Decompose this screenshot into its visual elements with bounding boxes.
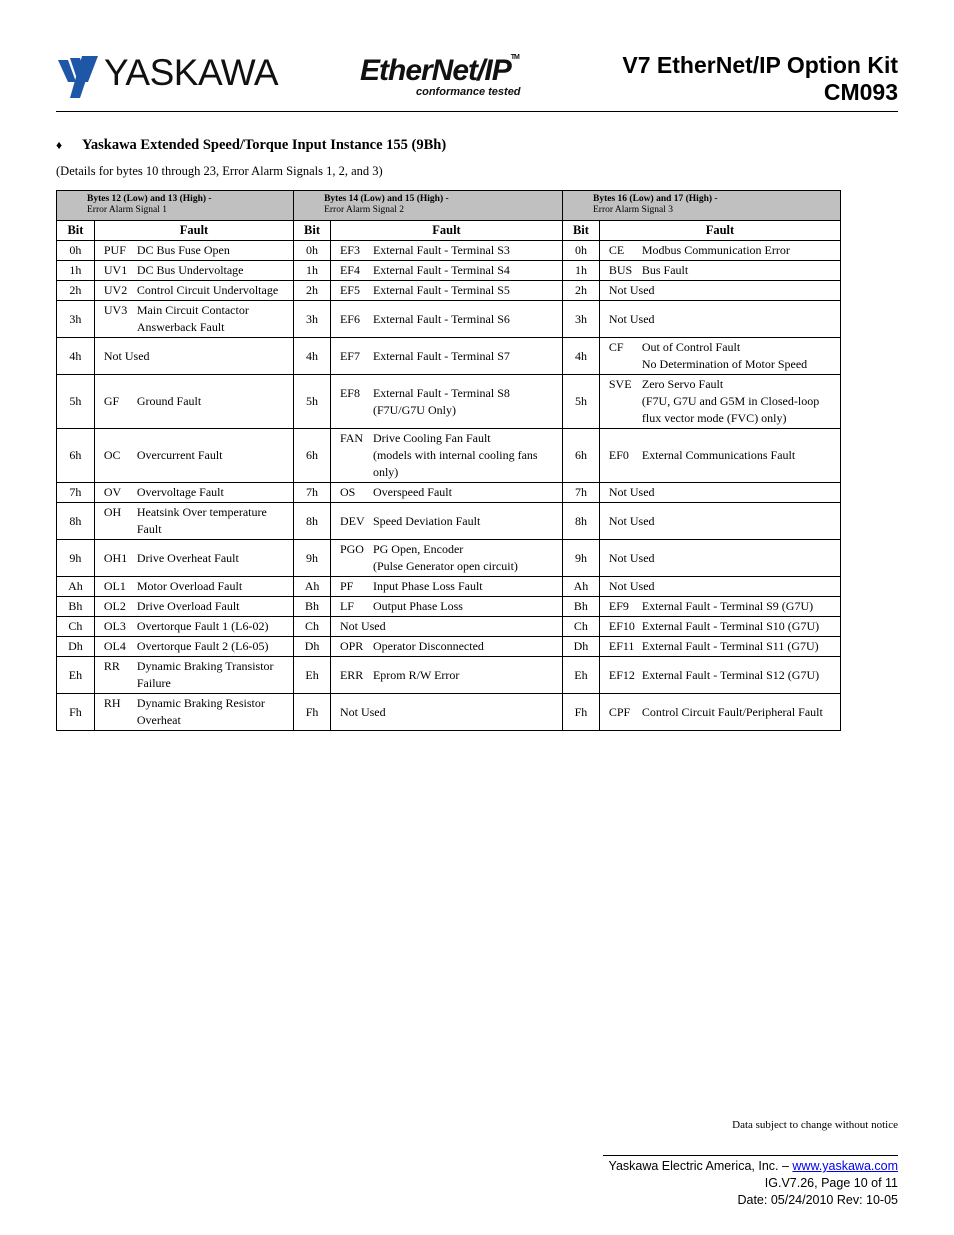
bit-cell: 3h <box>57 301 95 338</box>
fault-description <box>373 311 510 328</box>
bit-cell: 8h <box>563 503 600 540</box>
fault-cell <box>599 540 840 577</box>
fault-description-line: Not Used <box>608 579 655 593</box>
table-row <box>57 261 841 281</box>
fault-cell <box>599 375 840 429</box>
fault-cell <box>94 617 293 637</box>
fault-description-line: PG Open, Encoder <box>372 542 464 556</box>
fault-description <box>642 339 807 373</box>
fault-description <box>609 578 655 595</box>
fault-cell <box>599 338 840 375</box>
fault-description-line: External Fault - Terminal S3 <box>372 243 510 257</box>
fault-cell <box>94 503 293 540</box>
bit-cell: 2h <box>57 281 95 301</box>
bit-cell: 0h <box>294 241 331 261</box>
bit-cell: 8h <box>294 503 331 540</box>
column-header-fault: Fault <box>94 221 293 241</box>
fault-description-line: Overtorque Fault 1 (L6-02) <box>136 619 269 633</box>
fault-cell <box>94 338 293 375</box>
table-row <box>57 301 841 338</box>
table-row <box>57 617 841 637</box>
document-title-line1: V7 EtherNet/IP Option Kit <box>622 52 898 78</box>
bit-cell: Ch <box>57 617 95 637</box>
company-name: Yaskawa Electric America, Inc. – <box>608 1159 793 1173</box>
fault-cell <box>330 540 562 577</box>
fault-description-line: External Fault - Terminal S6 <box>372 311 510 326</box>
bit-cell: Dh <box>563 637 600 657</box>
bit-cell: 6h <box>294 429 331 483</box>
fault-cell <box>599 694 840 731</box>
diamond-bullet-icon: ♦ <box>56 138 63 152</box>
fault-code: EF0 <box>608 448 629 462</box>
fault-table-body <box>57 241 841 731</box>
fault-code: EF8 <box>339 385 360 400</box>
bit-cell: Bh <box>294 597 331 617</box>
fault-cell <box>599 637 840 657</box>
fault-code: UV2 <box>103 283 128 297</box>
fault-cell <box>330 241 562 261</box>
fault-description <box>104 348 150 365</box>
fault-cell <box>94 301 293 338</box>
fault-code: RH <box>103 696 121 710</box>
fault-description-line: Motor Overload Fault <box>136 579 243 593</box>
fault-table <box>56 190 841 731</box>
doc-date-revision: Date: 05/24/2010 Rev: 10-05 <box>737 1193 898 1207</box>
yaskawa-logo <box>56 52 286 104</box>
fault-description-line: Not Used <box>608 311 655 326</box>
fault-cell <box>94 483 293 503</box>
fault-code: PUF <box>103 243 126 257</box>
fault-code: EF9 <box>608 599 629 613</box>
fault-description-line: Drive Cooling Fan Fault <box>372 431 491 445</box>
bit-cell: 5h <box>294 375 331 429</box>
section-heading-text: Yaskawa Extended Speed/Torque Input Instance 155 (9Bh) <box>82 137 447 153</box>
fault-description <box>137 393 201 410</box>
fault-description-line: External Fault - Terminal S5 <box>372 283 510 297</box>
fault-description <box>137 695 265 729</box>
fault-description-line: Answerback Fault <box>136 320 225 334</box>
fault-description-line: Overvoltage Fault <box>136 485 224 499</box>
fault-cell <box>330 429 562 483</box>
fault-description-line: Out of Control Fault <box>641 340 741 354</box>
company-website-link[interactable]: www.yaskawa.com <box>792 1159 898 1173</box>
fault-cell <box>330 657 562 694</box>
bit-cell: 9h <box>57 540 95 577</box>
table-row <box>57 338 841 375</box>
fault-description-line: No Determination of Motor Speed <box>641 357 808 371</box>
table-row <box>57 375 841 429</box>
table-row <box>57 577 841 597</box>
fault-code: EF5 <box>339 283 360 297</box>
fault-cell <box>599 429 840 483</box>
bit-cell: Ch <box>294 617 331 637</box>
ethernet-ip-logo <box>360 54 540 102</box>
fault-code: OPR <box>339 639 364 653</box>
fault-description <box>137 550 239 567</box>
fault-description-line: Not Used <box>608 513 655 528</box>
fault-code: OS <box>339 485 356 499</box>
fault-cell <box>599 241 840 261</box>
fault-description <box>373 541 518 575</box>
fault-description <box>137 484 224 501</box>
table-row <box>57 657 841 694</box>
fault-code: OC <box>103 448 121 462</box>
table-row <box>57 483 841 503</box>
fault-table-group-row <box>57 191 841 221</box>
fault-description-line: External Fault - Terminal S9 (G7U) <box>641 599 814 613</box>
bit-cell: 4h <box>563 338 600 375</box>
bit-cell: Dh <box>57 637 95 657</box>
fault-code: UV1 <box>103 263 128 277</box>
fault-cell <box>94 281 293 301</box>
bit-cell: Bh <box>57 597 95 617</box>
fault-description <box>137 504 267 538</box>
fault-cell <box>330 577 562 597</box>
fault-cell <box>599 483 840 503</box>
fault-description <box>373 638 484 655</box>
bit-cell: Fh <box>563 694 600 731</box>
fault-description-line: (F7U, G7U and G5M in Closed-loop <box>641 394 820 408</box>
column-header-bit: Bit <box>294 221 331 241</box>
fault-description-line: External Fault - Terminal S7 <box>372 348 510 363</box>
fault-cell <box>599 597 840 617</box>
fault-description <box>137 262 244 279</box>
document-title-line2: CM093 <box>823 79 898 105</box>
fault-description <box>642 376 819 427</box>
fault-description <box>137 282 278 299</box>
fault-description-line: Fault <box>136 522 162 536</box>
fault-description <box>642 262 688 279</box>
bit-cell: 0h <box>57 241 95 261</box>
table-row <box>57 540 841 577</box>
fault-description-line: DC Bus Undervoltage <box>136 263 244 277</box>
fault-description-line: Input Phase Loss Fault <box>372 579 483 593</box>
fault-description-line: External Communications Fault <box>641 448 796 462</box>
fault-description <box>373 348 510 365</box>
column-header-bit: Bit <box>57 221 95 241</box>
fault-description-line: Overspeed Fault <box>372 485 452 499</box>
fault-description <box>609 550 655 567</box>
fault-description <box>609 484 655 501</box>
fault-cell <box>94 597 293 617</box>
fault-description <box>642 242 790 259</box>
fault-code: SVE <box>608 377 632 391</box>
fault-description <box>373 578 483 595</box>
fault-table-column-row <box>57 221 841 241</box>
fault-description-line: Not Used <box>608 485 655 499</box>
fault-description <box>373 242 510 259</box>
fault-description <box>373 484 452 501</box>
fault-code: DEV <box>339 513 365 528</box>
bit-cell: Eh <box>294 657 331 694</box>
fault-code: OL3 <box>103 619 126 633</box>
fault-code: PF <box>339 579 354 593</box>
fault-cell <box>330 503 562 540</box>
fault-description-line: (Pulse Generator open circuit) <box>372 559 518 573</box>
fault-code: RR <box>103 659 120 673</box>
fault-cell <box>599 503 840 540</box>
fault-code: CE <box>608 243 625 257</box>
bit-cell: 1h <box>57 261 95 281</box>
fault-description <box>373 262 510 279</box>
fault-cell <box>599 301 840 338</box>
fault-cell <box>94 540 293 577</box>
table-row <box>57 241 841 261</box>
bit-cell: 2h <box>294 281 331 301</box>
fault-description-line: Drive Overload Fault <box>136 599 240 613</box>
fault-code: EF4 <box>339 263 360 277</box>
section-details: (Details for bytes 10 through 23, Error Alarm Signals 1, 2, and 3) <box>56 164 383 178</box>
page-footer <box>609 1158 898 1209</box>
fault-description-line: External Fault - Terminal S11 (G7U) <box>641 639 819 653</box>
fault-description <box>340 704 386 721</box>
fault-cell <box>599 617 840 637</box>
bit-cell: Dh <box>294 637 331 657</box>
bit-cell: 7h <box>563 483 600 503</box>
fault-code: GF <box>103 394 120 408</box>
fault-description <box>642 638 819 655</box>
fault-description-line: flux vector mode (FVC) only) <box>641 411 787 425</box>
fault-description <box>642 667 819 684</box>
bit-cell: 2h <box>563 281 600 301</box>
fault-code: CF <box>608 340 624 354</box>
header-divider <box>56 111 898 112</box>
fault-cell <box>94 637 293 657</box>
fault-code: UV3 <box>103 303 128 317</box>
fault-code: EF6 <box>339 311 360 326</box>
fault-cell <box>330 637 562 657</box>
table-row <box>57 503 841 540</box>
fault-description-line: Ground Fault <box>136 394 202 408</box>
fault-description-line: Bus Fault <box>641 263 689 277</box>
fault-description-line: (F7U/G7U Only) <box>372 402 456 417</box>
bit-cell: 9h <box>294 540 331 577</box>
fault-description-line: Not Used <box>339 619 386 633</box>
fault-description-line: Overtorque Fault 2 (L6-05) <box>136 639 269 653</box>
bit-cell: 1h <box>563 261 600 281</box>
fault-cell <box>94 429 293 483</box>
bit-cell: 1h <box>294 261 331 281</box>
bit-cell: Eh <box>563 657 600 694</box>
fault-description-line: (models with internal cooling fans <box>372 448 538 462</box>
fault-description-line: Eprom R/W Error <box>372 667 460 682</box>
fault-cell <box>94 241 293 261</box>
column-header-bit: Bit <box>563 221 600 241</box>
fault-code: BUS <box>608 263 633 277</box>
bit-cell: 3h <box>563 301 600 338</box>
fault-description-line: External Fault - Terminal S10 (G7U) <box>641 619 820 633</box>
fault-description <box>137 618 269 635</box>
fault-description-line: DC Bus Fuse Open <box>136 243 230 257</box>
bit-cell: 4h <box>294 338 331 375</box>
document-title <box>622 52 898 106</box>
fault-cell <box>94 694 293 731</box>
fault-description <box>642 598 813 615</box>
fault-description <box>373 598 463 615</box>
fault-description-line: Output Phase Loss <box>372 599 463 613</box>
fault-cell <box>330 281 562 301</box>
fault-code: OL4 <box>103 639 126 653</box>
fault-description-line: Control Circuit Fault/Peripheral Fault <box>641 704 823 719</box>
table-row <box>57 281 841 301</box>
fault-description-line: Overheat <box>136 713 181 727</box>
bit-cell: 3h <box>294 301 331 338</box>
fault-description <box>609 311 655 328</box>
fault-code: OL2 <box>103 599 126 613</box>
fault-description-line: Not Used <box>608 550 655 565</box>
fault-description <box>373 282 510 299</box>
fault-description-line: Not Used <box>608 283 655 297</box>
fault-description <box>137 447 223 464</box>
yaskawa-wordmark: YASKAWA <box>104 52 279 93</box>
bit-cell: 7h <box>294 483 331 503</box>
fault-code: FAN <box>339 431 364 445</box>
fault-cell <box>94 657 293 694</box>
fault-code: OH <box>103 505 122 519</box>
bit-cell: Fh <box>294 694 331 731</box>
fault-description <box>340 618 386 635</box>
bit-cell: Eh <box>57 657 95 694</box>
column-header-fault: Fault <box>330 221 562 241</box>
bit-cell: Ch <box>563 617 600 637</box>
fault-description <box>609 282 655 299</box>
fault-description <box>137 242 230 259</box>
fault-description-line: Speed Deviation Fault <box>372 513 481 528</box>
doc-page-number: IG.V7.26, Page 10 of 11 <box>764 1176 898 1190</box>
table-row <box>57 637 841 657</box>
fault-code: OV <box>103 485 122 499</box>
fault-description-line: External Fault - Terminal S12 (G7U) <box>641 667 820 682</box>
fault-code: LF <box>339 599 354 613</box>
fault-description <box>642 447 795 464</box>
fault-cell <box>330 694 562 731</box>
fault-cell <box>330 597 562 617</box>
fault-cell <box>330 483 562 503</box>
fault-cell <box>330 301 562 338</box>
bit-cell: 9h <box>563 540 600 577</box>
fault-description-line: Modbus Communication Error <box>641 243 790 257</box>
bit-cell: 8h <box>57 503 95 540</box>
fault-code: OL1 <box>103 579 126 593</box>
fault-description-line: External Fault - Terminal S4 <box>372 263 510 277</box>
bit-cell: 6h <box>57 429 95 483</box>
fault-description <box>642 704 823 721</box>
fault-description <box>609 513 655 530</box>
group-header-2: Bytes 14 (Low) and 15 (High) - Error Alarm Signal 2 <box>294 191 563 221</box>
fault-description <box>137 638 269 655</box>
table-row <box>57 597 841 617</box>
fault-description-line: only) <box>372 465 399 479</box>
fault-description-line: Control Circuit Undervoltage <box>136 283 279 297</box>
fault-description-line: Operator Disconnected <box>372 639 484 653</box>
fault-description <box>373 667 459 684</box>
fault-code: OH1 <box>103 550 128 565</box>
fault-cell <box>599 577 840 597</box>
group-header-1: Bytes 12 (Low) and 13 (High) - Error Alarm Signal 1 <box>57 191 294 221</box>
fault-description <box>137 302 249 336</box>
fault-description-line: Main Circuit Contactor <box>136 303 249 317</box>
bit-cell: Bh <box>563 597 600 617</box>
table-row <box>57 429 841 483</box>
bit-cell: Fh <box>57 694 95 731</box>
fault-description-line: Overcurrent Fault <box>136 448 223 462</box>
fault-cell <box>330 617 562 637</box>
bit-cell: Ah <box>294 577 331 597</box>
bit-cell: 5h <box>563 375 600 429</box>
fault-cell <box>330 338 562 375</box>
fault-description-line: Not Used <box>103 348 150 363</box>
column-header-fault: Fault <box>599 221 840 241</box>
bit-cell: Ah <box>57 577 95 597</box>
fault-description <box>373 430 538 481</box>
fault-description <box>373 513 480 530</box>
fault-description-line: Zero Servo Fault <box>641 377 724 391</box>
section-heading <box>56 137 446 154</box>
bit-cell: 4h <box>57 338 95 375</box>
bit-cell: 5h <box>57 375 95 429</box>
disclaimer-note: Data subject to change without notice <box>732 1119 898 1131</box>
fault-cell <box>94 577 293 597</box>
fault-description <box>642 618 819 635</box>
fault-description <box>137 658 274 692</box>
fault-description-line: External Fault - Terminal S8 <box>372 385 510 400</box>
fault-cell <box>94 261 293 281</box>
fault-description <box>137 578 242 595</box>
fault-description-line: Heatsink Over temperature <box>136 505 267 519</box>
fault-code: ERR <box>339 667 364 682</box>
footer-divider <box>603 1155 898 1156</box>
table-row <box>57 694 841 731</box>
fault-description <box>373 385 510 419</box>
fault-cell <box>599 281 840 301</box>
fault-description-line: Drive Overheat Fault <box>136 550 239 565</box>
bit-cell: Ah <box>563 577 600 597</box>
ethernet-ip-wordmark: EtherNet/IP™ <box>360 54 519 87</box>
fault-code: EF11 <box>608 639 635 653</box>
fault-code: EF7 <box>339 348 360 363</box>
fault-cell <box>599 657 840 694</box>
ethernet-ip-tagline: conformance tested <box>416 86 521 98</box>
footer-company-line <box>609 1158 898 1175</box>
bit-cell: 6h <box>563 429 600 483</box>
fault-cell <box>599 261 840 281</box>
fault-description-line: Failure <box>136 676 171 690</box>
fault-cell <box>330 261 562 281</box>
fault-description-line: Dynamic Braking Resistor <box>136 696 265 710</box>
fault-code: EF10 <box>608 619 635 633</box>
fault-cell <box>94 375 293 429</box>
bit-cell: 7h <box>57 483 95 503</box>
fault-code: EF12 <box>608 667 635 682</box>
fault-code: PGO <box>339 542 364 556</box>
group-header-3: Bytes 16 (Low) and 17 (High) - Error Alarm Signal 3 <box>563 191 841 221</box>
fault-description <box>137 598 240 615</box>
fault-code: EF3 <box>339 243 360 257</box>
fault-cell <box>330 375 562 429</box>
fault-description-line: Dynamic Braking Transistor <box>136 659 274 673</box>
fault-code: CPF <box>608 704 631 719</box>
fault-description-line: Not Used <box>339 704 386 719</box>
bit-cell: 0h <box>563 241 600 261</box>
